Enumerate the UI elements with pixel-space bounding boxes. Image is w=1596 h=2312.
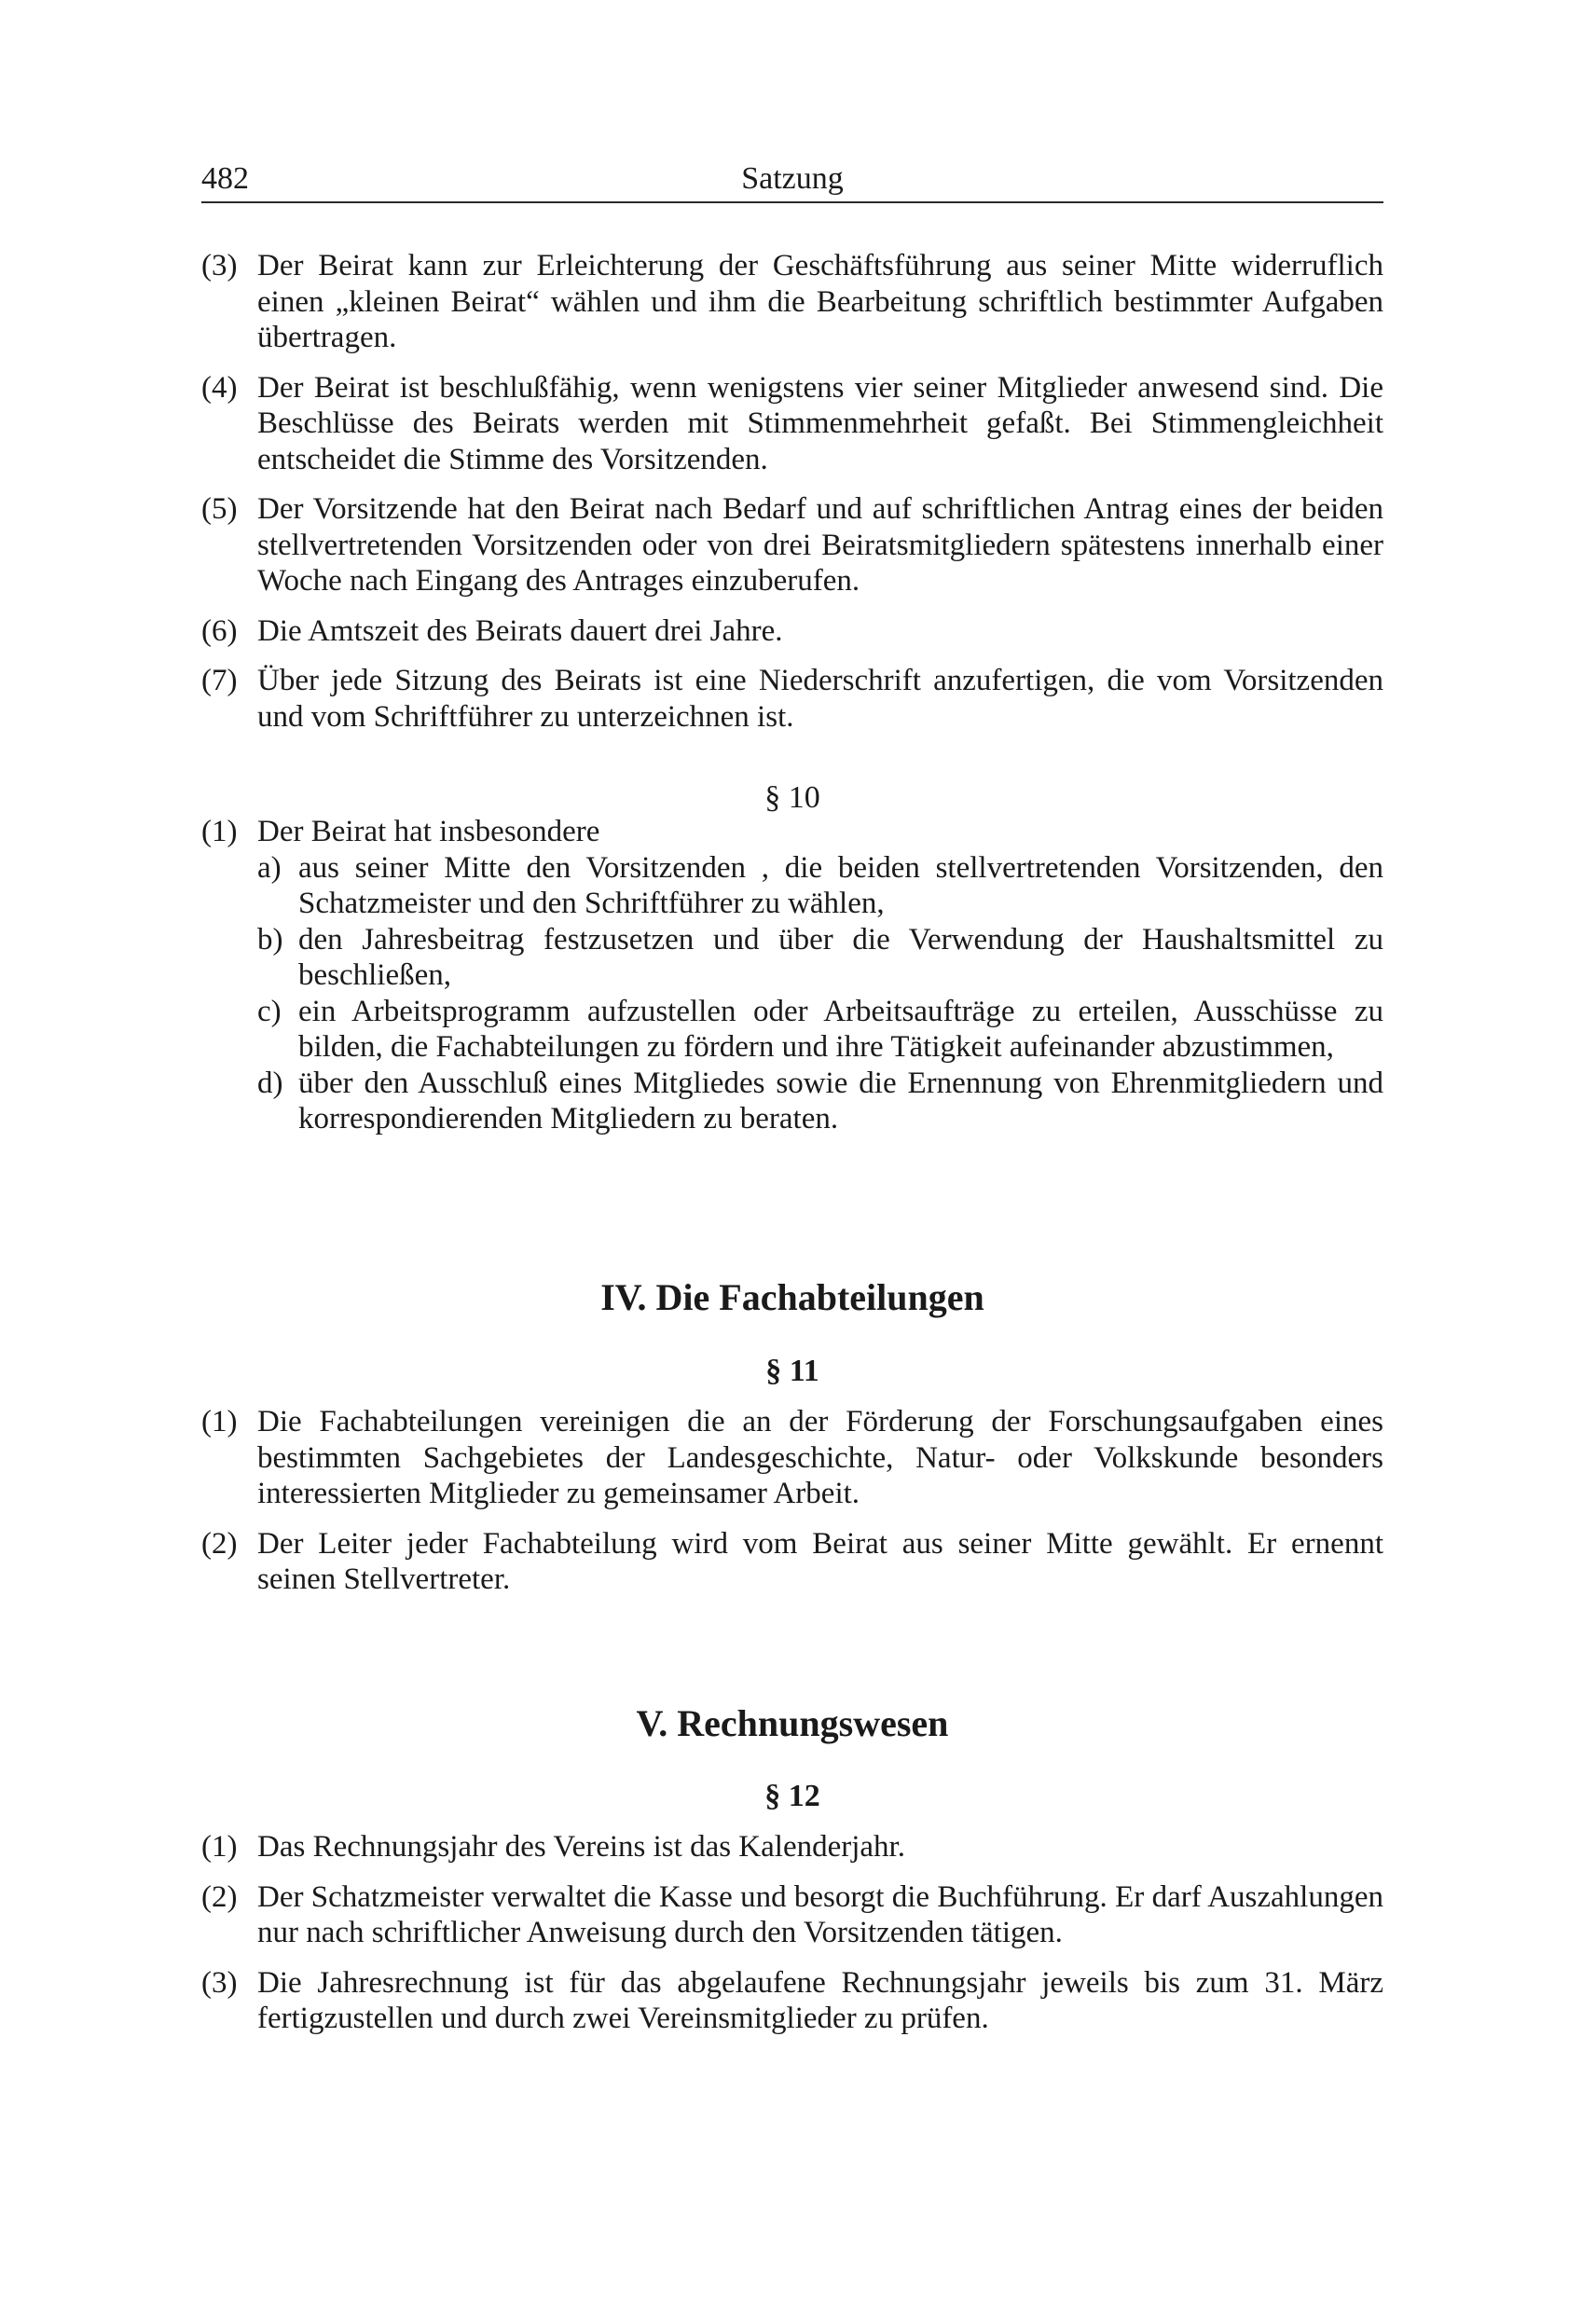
clause-text: Der Beirat hat insbesondere bbox=[257, 815, 600, 848]
clause-text: Die Fachabteilungen vereinigen die an der Förderung der Forschungsaufgaben eines bestimmten Sachgebietes der Landesgeschichte, Natur- oder Volkskunde besonders interessierten Mitglieder zu gemeinsamer Arbeit. bbox=[257, 1405, 1383, 1510]
clause-number: (6) bbox=[201, 613, 238, 648]
clause-text: Die Jahresrechnung ist für das abgelaufene Rechnungsjahr jeweils bis zum 31. März fertigzustellen und durch zwei Vereinsmitglieder zu prüfen. bbox=[257, 1965, 1383, 2035]
section-mark-12: § 12 bbox=[764, 1779, 820, 1813]
running-header bbox=[201, 157, 1383, 203]
subclause-text: ein Arbeitsprogramm aufzustellen oder Arbeitsaufträge zu erteilen, Ausschüsse zu bilden, die Fachabteilungen zu fördern und ihre Tätigkeit aufeinander abzustimmen, bbox=[298, 994, 1383, 1064]
clause bbox=[201, 1526, 1383, 1598]
clause-number: (1) bbox=[201, 1405, 238, 1438]
clause-text: Über jede Sitzung des Beirats ist eine Niederschrift anzufertigen, die vom Vorsitzenden und vom Schriftführer zu unterzeichnen ist. bbox=[257, 664, 1383, 734]
clause bbox=[201, 370, 1383, 478]
subclause bbox=[201, 1066, 1383, 1137]
clause bbox=[201, 1965, 1383, 2037]
subclause-letter: a) bbox=[257, 850, 282, 885]
chapter-heading-v: V. Rechnungswesen bbox=[636, 1702, 949, 1744]
clause-text: Der Leiter jeder Fachabteilung wird vom Beirat aus seiner Mitte gewählt. Er ernennt seinen Stellvertreter. bbox=[257, 1526, 1383, 1596]
clause-number: (1) bbox=[201, 1830, 238, 1864]
subclause bbox=[201, 922, 1383, 994]
clause bbox=[201, 613, 1383, 650]
page-number: 482 bbox=[201, 161, 249, 196]
subclause-text: aus seiner Mitte den Vorsitzenden , die beiden stellvertretenden Vorsitzenden, den Schatzmeister und den Schriftführer zu wählen, bbox=[298, 850, 1383, 920]
running-title: Satzung bbox=[741, 161, 844, 196]
clause bbox=[201, 1879, 1383, 1951]
clause-text: Der Schatzmeister verwaltet die Kasse und besorgt die Buchführung. Er darf Auszahlungen nur nach schriftlicher Anweisung durch den Vorsitzenden tätigen. bbox=[257, 1879, 1383, 1949]
clause-text: Die Amtszeit des Beirats dauert drei Jahre. bbox=[257, 613, 783, 648]
clause-number: (5) bbox=[201, 492, 238, 526]
clause bbox=[201, 248, 1383, 356]
clause-text: Das Rechnungsjahr des Vereins ist das Kalenderjahr. bbox=[257, 1830, 905, 1864]
subclause-letter: c) bbox=[257, 994, 282, 1028]
clauses-section-10 bbox=[201, 814, 1383, 1137]
clauses-section-12 bbox=[201, 1829, 1383, 2037]
clause-text: Der Vorsitzende hat den Beirat nach Bedarf und auf schriftlichen Antrag eines der beiden stellvertretenden Vorsitzenden oder von drei Beiratsmitgliedern spätestens innerhalb einer Woche nach Eingang des Antrages einzuberufen. bbox=[257, 492, 1383, 598]
subclause bbox=[201, 850, 1383, 922]
subclause-letter: d) bbox=[257, 1066, 283, 1100]
clause-number: (2) bbox=[201, 1526, 238, 1561]
clause-number: (4) bbox=[201, 370, 238, 405]
clause-number: (2) bbox=[201, 1879, 238, 1914]
clause-number: (3) bbox=[201, 249, 238, 282]
clause-number: (3) bbox=[201, 1965, 238, 2000]
clauses-section-9 bbox=[201, 248, 1383, 735]
subclause bbox=[201, 994, 1383, 1066]
clause bbox=[201, 814, 1383, 850]
clause-text: Der Beirat kann zur Erleichterung der Geschäftsführung aus seiner Mitte widerruflich einen „kleinen Beirat“ wählen und ihm die Bearbeitung schriftlich bestimmter Aufgaben übertragen. bbox=[257, 249, 1383, 354]
clauses-section-11 bbox=[201, 1404, 1383, 1598]
section-mark-11: § 11 bbox=[765, 1354, 819, 1388]
section-mark-10: § 10 bbox=[764, 780, 820, 815]
clause bbox=[201, 1404, 1383, 1512]
clause bbox=[201, 663, 1383, 735]
subclause-text: den Jahresbeitrag festzusetzen und über die Verwendung der Haushaltsmittel zu beschließen, bbox=[298, 922, 1383, 992]
chapter-heading-iv: IV. Die Fachabteilungen bbox=[600, 1276, 984, 1318]
subclause-text: über den Ausschluß eines Mitgliedes sowie die Ernennung von Ehrenmitgliedern und korrespondierenden Mitgliedern zu beraten. bbox=[298, 1066, 1383, 1135]
clause bbox=[201, 491, 1383, 599]
subclause-letter: b) bbox=[257, 922, 283, 956]
clause bbox=[201, 1829, 1383, 1865]
clause-text: Der Beirat ist beschlußfähig, wenn wenigstens vier seiner Mitglieder anwesend sind. Die Beschlüsse des Beirats werden mit Stimmenmehrheit gefaßt. Bei Stimmengleichheit entscheidet die Stimme des Vorsitzenden. bbox=[257, 370, 1383, 476]
clause-number: (7) bbox=[201, 664, 238, 697]
clause-number: (1) bbox=[201, 815, 238, 848]
